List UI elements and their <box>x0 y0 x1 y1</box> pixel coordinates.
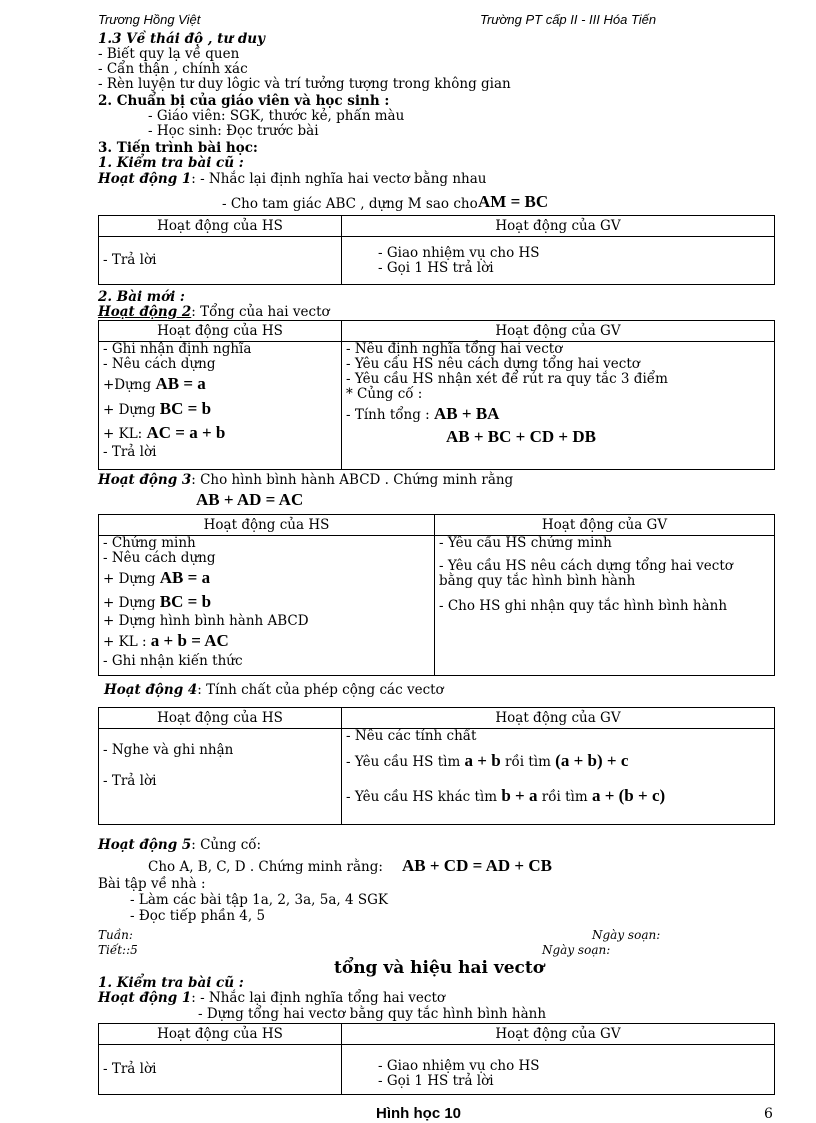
gv-line: - Yêu cầu HS nêu cách dựng tổng hai vectơ <box>346 356 640 372</box>
kt2-hd-text: : - Nhắc lại định nghĩa tổng hai vectơ <box>191 990 446 1006</box>
kt1-hd-label: Hoạt động 1 <box>98 171 192 187</box>
gv-task: - Giao nhiệm vụ cho HS <box>378 244 540 261</box>
hd4-text: : Tính chất của phép cộng các vectơ <box>197 682 444 698</box>
gv-formula: a + b <box>464 751 501 770</box>
footer-subject: Hình học 10 <box>376 1105 462 1122</box>
gv-task: - Giao nhiệm vụ cho HS <box>378 1058 540 1074</box>
col-hs-header: Hoạt động của HS <box>99 216 342 237</box>
hd2-table <box>98 320 775 470</box>
meta-ngay-soan: Ngày soạn: <box>542 943 611 957</box>
hs-formula: BC = b <box>159 592 212 611</box>
gv-formula: a + (b + c) <box>591 786 666 805</box>
gv-formula: AB + BA <box>434 404 500 423</box>
gv-formula: b + a <box>501 786 538 805</box>
gv-formula: (a + b) + c <box>555 751 629 770</box>
gv-line: - Cho HS ghi nhận quy tắc hình bình hành <box>439 598 728 614</box>
hs-line: - Nêu cách dựng <box>103 550 216 566</box>
hd2-text: : Tổng của hai vectơ <box>191 304 330 320</box>
gv-line: bằng quy tắc hình bình hành <box>439 573 636 589</box>
hd5-label: Hoạt động 5 <box>98 837 192 853</box>
hs-formula: AC = a + b <box>146 423 226 442</box>
kt2-line2: - Dựng tổng hai vectơ bằng quy tắc hình bình hành <box>198 1006 547 1022</box>
gv-line: - Yêu cầu HS tìm <box>346 754 461 770</box>
section-2-title: 2. Chuẩn bị của giáo viên và học sinh : <box>98 93 390 109</box>
gv-task: - Gọi 1 HS trả lời <box>378 1073 494 1089</box>
hs-line: - Trả lời <box>103 444 157 460</box>
col-hs-header: Hoạt động của HS <box>99 515 435 536</box>
hs-line: - Chứng minh <box>103 535 196 551</box>
kt2-table <box>98 1023 775 1095</box>
meta-tuan: Tuần: <box>98 928 133 942</box>
header-school: Trường PT cấp II - III Hóa Tiến <box>480 12 657 27</box>
col-hs-header: Hoạt động của HS <box>99 708 342 729</box>
gv-formula: AB + BC + CD + DB <box>446 427 596 446</box>
hs-line: + Dựng hình bình hành ABCD <box>103 613 309 629</box>
hs-line: - Nghe và ghi nhận <box>103 742 234 758</box>
hs-formula: AB = a <box>155 374 206 393</box>
hs-line: - Ghi nhận kiến thức <box>103 653 243 669</box>
hd3-formula: AB + AD = AC <box>196 490 304 509</box>
gv-line: - Yêu cầu HS nhận xét để rút ra quy tắc 3 điểm <box>346 371 668 387</box>
kt1-hd-text: : - Nhắc lại định nghĩa hai vectơ bằng nhau <box>191 171 487 187</box>
bm-title: 2. Bài mới : <box>98 289 185 305</box>
gv-line: - Yêu cầu HS nêu cách dựng tổng hai vectơ <box>439 558 733 574</box>
hs-line: + KL : <box>103 634 147 650</box>
gv-line: * Củng cố : <box>346 386 423 402</box>
s2-hs: - Học sinh: Đọc trước bài <box>148 123 319 139</box>
hd5-formula: AB + CD = AD + CB <box>402 856 552 875</box>
col-gv-header: Hoạt động của GV <box>342 321 775 342</box>
hs-line: + Dựng <box>103 571 156 587</box>
hd3-label: Hoạt động 3 <box>98 472 192 488</box>
hd3-text: : Cho hình bình hành ABCD . Chứng minh rằng <box>191 472 514 488</box>
col-hs-header: Hoạt động của HS <box>99 321 342 342</box>
hs-answer: - Trả lời <box>103 1061 157 1077</box>
gv-line: - Yêu cầu HS khác tìm <box>346 789 498 805</box>
kt2-title: 1. Kiểm tra bài cũ : <box>98 975 244 991</box>
btvn-item: - Làm các bài tập 1a, 2, 3a, 5a, 4 SGK <box>130 892 388 908</box>
hs-line: - Nêu cách dựng <box>103 356 216 372</box>
section-3-title: 3. Tiến trình bài học: <box>98 140 258 156</box>
header-author: Trương Hồng Việt <box>98 12 201 27</box>
meta-tiet: Tiết::5 <box>98 943 138 957</box>
hs-formula: AB = a <box>159 568 211 587</box>
s2-gv: - Giáo viên: SGK, thước kẻ, phấn màu <box>148 108 405 124</box>
gv-line: - Nêu định nghĩa tổng hai vectơ <box>346 341 563 357</box>
s13-item: - Rèn luyện tư duy lôgic và trí tưởng tượng trong không gian <box>98 76 511 92</box>
kt1-formula: AM = BC <box>478 192 549 211</box>
hs-line: + KL: <box>103 426 143 442</box>
hd5-line: Cho A, B, C, D . Chứng minh rằng: <box>148 859 383 875</box>
kt1-table <box>98 215 775 285</box>
col-gv-header: Hoạt động của GV <box>342 708 775 729</box>
hs-line: + Dựng <box>103 402 156 418</box>
hs-line: - Ghi nhận định nghĩa <box>103 341 252 357</box>
gv-line: - Nêu các tính chất <box>346 728 477 744</box>
gv-line: rồi tìm <box>505 754 551 770</box>
gv-line: - Yêu cầu HS chứng minh <box>439 535 612 551</box>
col-gv-header: Hoạt động của GV <box>342 1024 775 1045</box>
hs-line: + Dựng <box>103 595 156 611</box>
s13-item: - Biết quy lạ về quen <box>98 46 240 62</box>
hs-answer: - Trả lời <box>103 252 157 268</box>
page-number: 6 <box>764 1106 773 1122</box>
hd3-table <box>98 514 775 676</box>
section-1-3-title: 1.3 Về thái độ , tư duy <box>98 31 265 47</box>
kt1-line2: - Cho tam giác ABC , dựng M sao cho <box>222 196 478 212</box>
lesson-title: tổng và hiệu hai vectơ <box>334 958 545 978</box>
hd4-table <box>98 707 775 825</box>
hs-line: +Dựng <box>103 377 152 393</box>
gv-line: - Tính tổng : <box>346 407 430 423</box>
col-hs-header: Hoạt động của HS <box>99 1024 342 1045</box>
hs-formula: BC = b <box>159 399 212 418</box>
s13-item: - Cẩn thận , chính xác <box>98 61 248 77</box>
kt1-title: 1. Kiểm tra bài cũ : <box>98 155 244 171</box>
btvn-item: - Đọc tiếp phần 4, 5 <box>130 908 266 924</box>
meta-ngay-soan: Ngày soạn: <box>592 928 661 942</box>
hd2-label: Hoạt động 2 <box>98 304 192 320</box>
btvn-title: Bài tập về nhà : <box>98 876 206 892</box>
hs-formula: a + b = AC <box>150 631 229 650</box>
gv-line: rồi tìm <box>541 789 588 805</box>
kt2-hd-label: Hoạt động 1 <box>98 990 192 1006</box>
hd5-text: : Củng cố: <box>191 837 262 853</box>
hd4-label: Hoạt động 4 <box>104 682 198 698</box>
col-gv-header: Hoạt động của GV <box>435 515 775 536</box>
gv-task: - Gọi 1 HS trả lời <box>378 259 494 276</box>
col-gv-header: Hoạt động của GV <box>342 216 775 237</box>
hs-line: - Trả lời <box>103 773 157 789</box>
